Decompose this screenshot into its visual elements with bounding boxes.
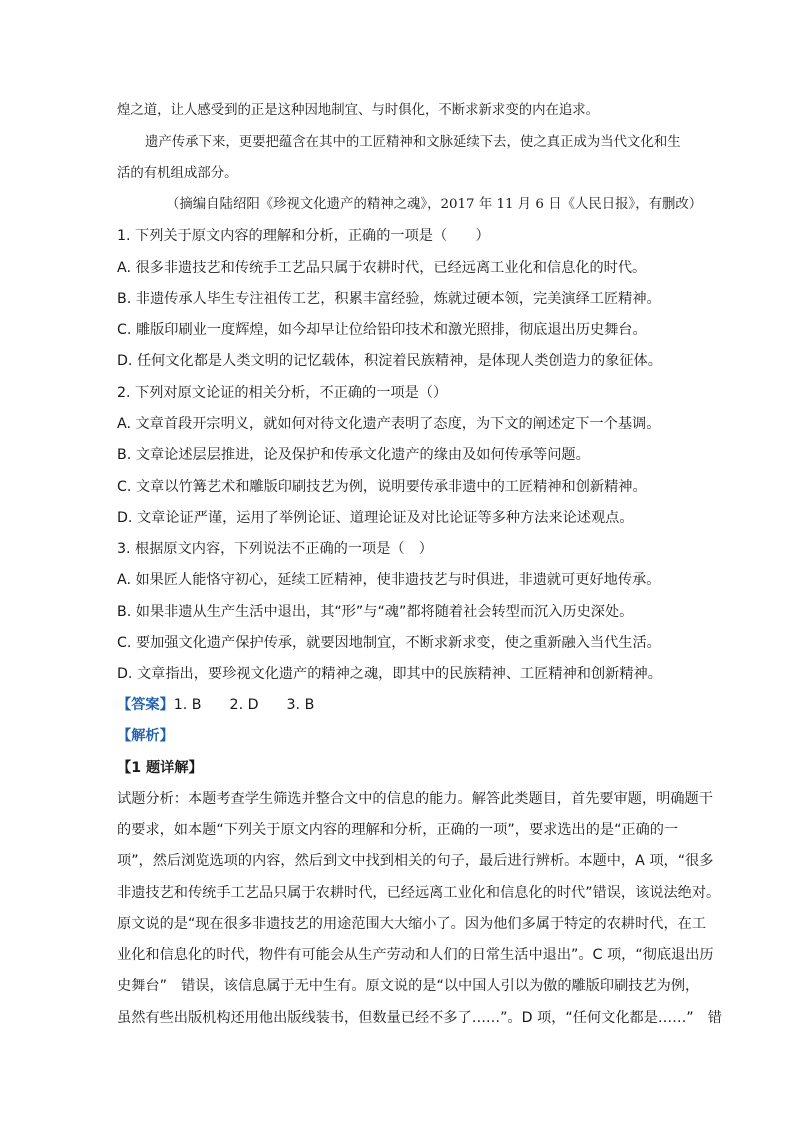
analysis-line: 业化和信息化的时代，物件有可能会从生产劳动和人们的日常生活中退出”。C 项，“彻底退出历 bbox=[117, 947, 714, 963]
analysis-label: 【解析】 bbox=[117, 728, 174, 744]
answer-label: 【答案】 bbox=[117, 697, 174, 713]
analysis-line: 史舞台” 错误，该信息属于无中生有。原文说的是“以中国人引以为傲的雕版印刷技艺为例， bbox=[117, 978, 700, 994]
analysis-line: 非遗技艺和传统手工艺品只属于农耕时代，已经远离工业化和信息化的时代”错误，该说法绝对。 bbox=[117, 885, 721, 901]
passage-line: 煌之道，让人感受到的正是这种因地制宜、与时俱化，不断求新求变的内在追求。 bbox=[117, 103, 600, 118]
question-option: C. 文章以竹篝艺术和雕版印刷技艺为例，说明要传承非遗中的工匠精神和创新精神。 bbox=[117, 479, 647, 495]
question-option: A. 很多非遗技艺和传统手工艺品只属于农耕时代，已经远离工业化和信息化的时代。 bbox=[117, 260, 647, 276]
question-option: A. 如果匠人能恪守初心，延续工匠精神，使非遗技艺与时俱进，非遗就可更好地传承。 bbox=[117, 572, 661, 588]
analysis-line: 虽然有些出版机构还用他出版线装书，但数量已经不多了……”。D 项，“任何文化都是……” 错 bbox=[117, 1010, 722, 1026]
answer-item: 3. B bbox=[286, 697, 315, 713]
passage-source: （摘编自陆绍阳《珍视文化遗产的精神之魂》，2017 年 11 月 6 日《人民日报》，有删改） bbox=[166, 197, 703, 212]
answer-item: 1. B bbox=[173, 697, 202, 713]
question-option: D. 文章指出，要珍视文化遗产的精神之魂，即其中的民族精神、工匠精神和创新精神。 bbox=[117, 666, 662, 682]
question-option: A. 文章首段开宗明义，就如何对待文化遗产表明了态度，为下文的阐述定下一个基调。 bbox=[117, 416, 661, 432]
question-option: C. 要加强文化遗产保护传承，就要因地制宜，不断求新求变，使之重新融入当代生活。 bbox=[117, 635, 661, 651]
question-option: D. 文章论证严谨，运用了举例论证、道理论证及对比论证等多种方法来论述观点。 bbox=[117, 510, 634, 526]
answer-item: 2. D bbox=[229, 697, 259, 713]
question-option: B. 文章论述层层推进，论及保护和传承文化遗产的缘由及如何传承等问题。 bbox=[117, 447, 590, 463]
passage-line: 活的有机组成部分。 bbox=[117, 166, 238, 181]
passage-line: 遗产传承下来，更要把蕴含在其中的工匠精神和文脉延续下去，使之真正成为当代文化和生 bbox=[145, 135, 681, 150]
question-option: C. 雕版印刷业一度辉煌，如今却早让位给铅印技术和激光照排，彻底退出历史舞台。 bbox=[117, 322, 647, 338]
analysis-line: 原文说的是“现在很多非遗技艺的用途范围大大缩小了。因为他们多属于特定的农耕时代，在工 bbox=[117, 916, 707, 932]
question-option: D. 任何文化都是人类文明的记忆载体，积淀着民族精神，是体现人类创造力的象征体。 bbox=[117, 353, 662, 369]
analysis-line: 试题分析：本题考查学生筛选并整合文中的信息的能力。解答此类题目，首先要审题，明确题干 bbox=[117, 791, 713, 807]
question-option: B. 非遗传承人毕生专注祖传工艺，积累丰富经验，炼就过硬本领，完美演绎工匠精神。 bbox=[117, 291, 661, 307]
question-stem: 2. 下列对原文论证的相关分析，不正确的一项是（） bbox=[117, 385, 448, 401]
question-stem: 1. 下列关于原文内容的理解和分析，正确的一项是（ ） bbox=[117, 228, 490, 244]
question-option: B. 如果非遗从生产生活中退出，其“形”与“魂”都将随着社会转型而沉入历史深处。 bbox=[117, 604, 634, 620]
analysis-line: 的要求，如本题“下列关于原文内容的理解和分析，正确的一项”，要求选出的是“正确的一 bbox=[117, 822, 679, 838]
analysis-line: 项”，然后浏览选项的内容，然后到文中找到相关的句子，最后进行辨析。本题中，A 项，“很多 bbox=[117, 853, 714, 869]
analysis-sub-label: 【1 题详解】 bbox=[117, 760, 203, 776]
answer-row bbox=[117, 695, 717, 715]
question-stem: 3. 根据原文内容，下列说法不正确的一项是（ ） bbox=[117, 541, 433, 557]
